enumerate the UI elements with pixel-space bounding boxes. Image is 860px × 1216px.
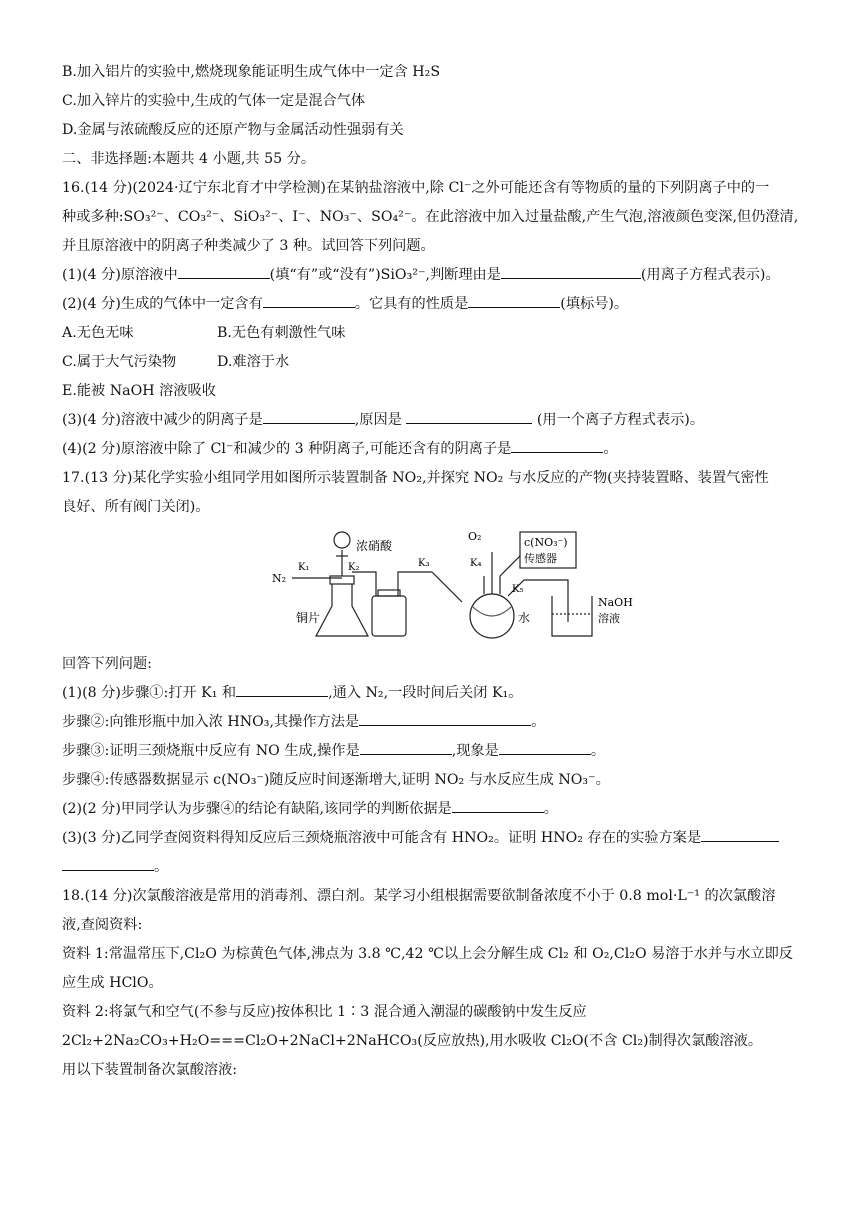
q16-options-row2 (62, 348, 802, 377)
q17-part3-cont: 。 (62, 853, 802, 882)
q17-step3: 步骤③:证明三颈烧瓶中反应有 NO 生成,操作是 ,现象是 。 (62, 737, 802, 766)
option-e: E.能被 NaOH 溶液吸收 (62, 383, 216, 399)
document-page (62, 58, 802, 1085)
q17-step1: (1)(8 分)步骤①:打开 K₁ 和 ,通入 N₂,一段时间后关闭 K₁。 (62, 679, 802, 708)
option-c-text: C.加入锌片的实验中,生成的气体一定是混合气体 (62, 93, 366, 109)
q16-part1: (1)(4 分)原溶液中 (填“有”或“没有”)SiO₃²⁻,判断理由是 (用离子方程式表示)。 (62, 261, 802, 290)
answer-blank[interactable] (406, 409, 532, 424)
diagram-label-water: 水 (518, 611, 531, 625)
q18-intro-line2: 液,查阅资料: (62, 917, 143, 933)
answer-blank[interactable] (360, 740, 452, 755)
option-c: C.属于大气污染物 (62, 354, 177, 370)
section-heading: 二、非选择题:本题共 4 小题,共 55 分。 (62, 151, 316, 167)
q16-intro-line1: 16.(14 分)(2024·辽宁东北育才中学检测)在某钠盐溶液中,除 Cl⁻之外可能还含有等物质的量的下列阴离子中的一 (62, 180, 770, 196)
diagram-label-o2: O₂ (468, 530, 482, 543)
diagram-label-k4: K₄ (470, 558, 482, 569)
q16-part4: (4)(2 分)原溶液中除了 Cl⁻和减少的 3 种阴离子,可能还含有的阴离子是 。 (62, 435, 802, 464)
diagram-label-naoh-a: NaOH (598, 596, 633, 609)
answer-blank[interactable] (468, 293, 560, 308)
option-b: B.无色有刺激性气味 (217, 325, 346, 341)
q17-step2: 步骤②:向锥形瓶中加入浓 HNO₃,其操作方法是 。 (62, 708, 802, 737)
q17-intro-line2: 良好、所有阀门关闭)。 (62, 499, 210, 515)
diagram-label-acid: 浓硝酸 (356, 539, 393, 553)
q18-ref1-line2: 应生成 HClO。 (62, 975, 163, 991)
diagram-label-k1: K₁ (298, 562, 310, 573)
diagram-label-sensor-a: c(NO₃⁻) (524, 536, 568, 549)
answer-blank[interactable] (263, 409, 355, 424)
q18-apparatus-intro: 用以下装置制备次氯酸溶液: (62, 1062, 238, 1078)
q17-part2: (2)(2 分)甲同学认为步骤④的结论有缺陷,该同学的判断依据是 。 (62, 795, 802, 824)
diagram-label-k3: K₃ (418, 558, 430, 569)
option-b-text: B.加入铝片的实验中,燃烧现象能证明生成气体中一定含 H₂S (62, 64, 441, 80)
q16-options-row1 (62, 319, 802, 348)
q16-intro-line2: 种或多种:SO₃²⁻、CO₃²⁻、SiO₃²⁻、I⁻、NO₃⁻、SO₄²⁻。在此溶液中加入过量盐酸,产生气泡,溶液颜色变深,但仍澄清, (62, 209, 799, 225)
apparatus-diagram (272, 526, 792, 644)
diagram-label-copper: 铜片 (296, 611, 321, 625)
answer-blank[interactable] (501, 264, 641, 279)
answer-blank[interactable] (701, 827, 779, 842)
diagram-label-k2: K₂ (348, 562, 360, 573)
apparatus-svg (272, 526, 792, 644)
q17-intro-line1: 17.(13 分)某化学实验小组同学用如图所示装置制备 NO₂,并探究 NO₂ 与水反应的产物(夹持装置略、装置气密性 (62, 470, 769, 486)
q16-part3: (3)(4 分)溶液中减少的阴离子是 ,原因是 (用一个离子方程式表示)。 (62, 406, 802, 435)
q16-intro-line3: 并且原溶液中的阴离子种类减少了 3 种。试回答下列问题。 (62, 238, 435, 254)
diagram-label-sensor-b: 传感器 (524, 552, 557, 565)
q17-step4: 步骤④:传感器数据显示 c(NO₃⁻)随反应时间逐渐增大,证明 NO₂ 与水反应生成 NO₃⁻。 (62, 772, 610, 788)
q18-ref1-line1: 资料 1:常温常压下,Cl₂O 为棕黄色气体,沸点为 3.8 ℃,42 ℃以上会分解生成 Cl₂ 和 O₂,Cl₂O 易溶于水并与水立即反 (62, 946, 793, 962)
answer-blank[interactable] (499, 740, 591, 755)
answer-blank[interactable] (511, 438, 603, 453)
q18-intro-line1: 18.(14 分)次氯酸溶液是常用的消毒剂、漂白剂。某学习小组根据需要欲制备浓度不小于 0.8 mol·L⁻¹ 的次氯酸溶 (62, 888, 776, 904)
diagram-label-k5: K₅ (512, 584, 524, 595)
answer-blank[interactable] (359, 711, 531, 726)
option-d: D.难溶于水 (217, 354, 290, 370)
diagram-label-naoh-b: 溶液 (598, 612, 620, 625)
answer-blank[interactable] (263, 293, 355, 308)
answer-blank[interactable] (62, 856, 154, 871)
q18-ref2-line2: 2Cl₂+2Na₂CO₃+H₂O===Cl₂O+2NaCl+2NaHCO₃(反应放热),用水吸收 Cl₂O(不含 Cl₂)制得次氯酸溶液。 (62, 1033, 763, 1049)
q18-ref2-line1: 资料 2:将氯气和空气(不参与反应)按体积比 1∶3 混合通入潮湿的碳酸钠中发生反应 (62, 1004, 587, 1020)
answer-blank[interactable] (236, 682, 328, 697)
option-d-text: D.金属与浓硫酸反应的还原产物与金属活动性强弱有关 (62, 122, 404, 138)
option-a: A.无色无味 (62, 325, 134, 341)
q16-part2: (2)(4 分)生成的气体中一定含有 。它具有的性质是 (填标号)。 (62, 290, 802, 319)
diagram-label-n2: N₂ (272, 572, 287, 585)
answer-blank[interactable] (178, 264, 270, 279)
q17-answer-prompt: 回答下列问题: (62, 656, 152, 672)
q17-part3: (3)(3 分)乙同学查阅资料得知反应后三颈烧瓶溶液中可能含有 HNO₂。证明 HNO₂ 存在的实验方案是 (62, 824, 802, 853)
answer-blank[interactable] (452, 798, 544, 813)
